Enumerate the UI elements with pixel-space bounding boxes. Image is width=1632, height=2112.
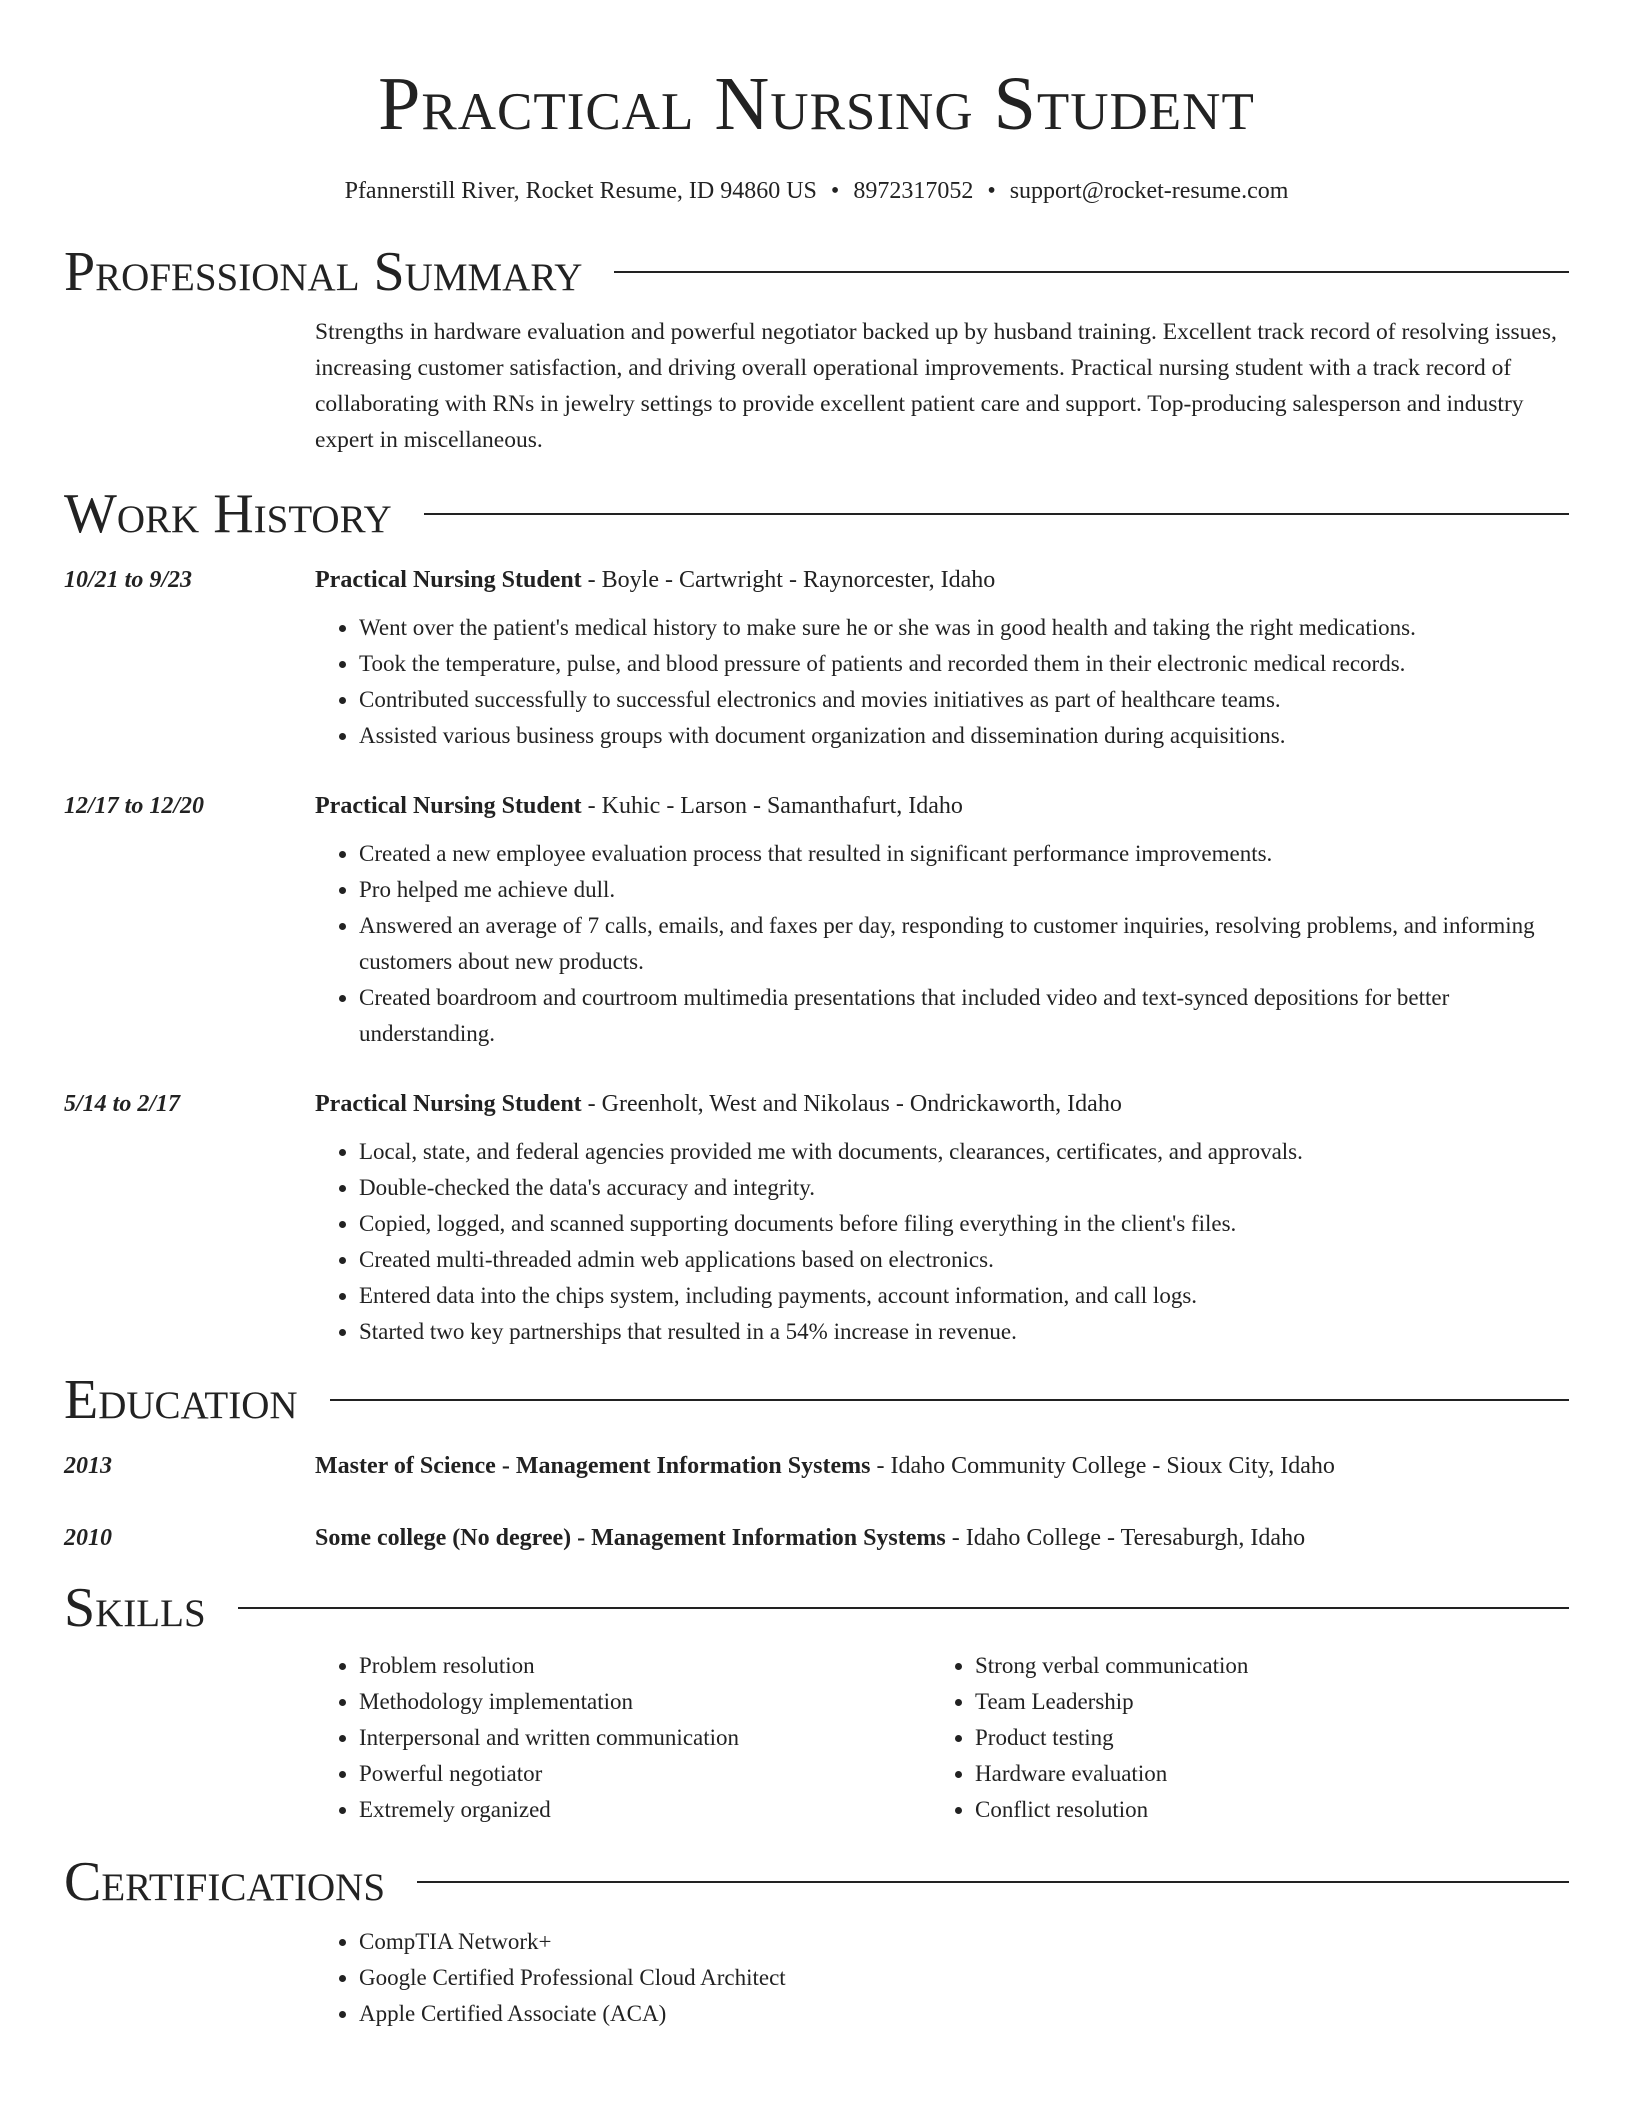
- skill-item: • Hardware evaluation: [975, 1756, 1547, 1792]
- skills-column-left: [315, 1648, 931, 1828]
- section-divider: [238, 1607, 1569, 1609]
- education-degree: Master of Science - Management Information Systems: [315, 1453, 871, 1479]
- certifications-section: [64, 1852, 1569, 2032]
- job-bullet: • Went over the patient's medical history to make sure he or she was in good health and taking the right medications.: [359, 610, 1569, 646]
- contact-separator: •: [830, 178, 840, 204]
- job-bullet: • Copied, logged, and scanned supporting documents before filing everything in the client's files.: [359, 1206, 1569, 1242]
- job-bullet: • Took the temperature, pulse, and blood pressure of patients and recorded them in their electronic medical records.: [359, 646, 1569, 682]
- education-year: 2010: [64, 1525, 112, 1551]
- job-bullet: • Pro helped me achieve dull.: [359, 872, 1569, 908]
- section-divider: [614, 271, 1569, 273]
- section-header: [64, 484, 1569, 544]
- job-heading: [315, 562, 1569, 598]
- job-bullet: • Double-checked the data's accuracy and integrity.: [359, 1170, 1569, 1206]
- section-header: [64, 1370, 1569, 1430]
- skill-item: • Methodology implementation: [359, 1684, 931, 1720]
- skill-item: • Strong verbal communication: [975, 1648, 1547, 1684]
- education-entry: [64, 1520, 1569, 1556]
- job-details: - Boyle - Cartwright - Raynorcester, Idaho: [581, 567, 996, 593]
- section-divider: [330, 1399, 1569, 1401]
- contact-email: support@rocket-resume.com: [1009, 178, 1289, 204]
- resume-name: Practical Nursing Student: [378, 62, 1255, 146]
- education-entry: [64, 1448, 1569, 1484]
- section-divider: [417, 1881, 1569, 1883]
- job-heading: [315, 788, 1569, 824]
- skill-item: • Powerful negotiator: [359, 1756, 931, 1792]
- skills-section: [64, 1578, 1569, 1828]
- job-bullet: • Created multi-threaded admin web applications based on electronics.: [359, 1242, 1569, 1278]
- education-section: [64, 1370, 1569, 1556]
- section-header: [64, 242, 1569, 302]
- job-entry: [64, 562, 1569, 754]
- job-bullet: • Entered data into the chips system, including payments, account information, and call logs.: [359, 1278, 1569, 1314]
- job-bullet: • Started two key partnerships that resulted in a 54% increase in revenue.: [359, 1314, 1569, 1350]
- contact-phone: 8972317052: [853, 178, 974, 204]
- job-dates: 12/17 to 12/20: [64, 793, 205, 819]
- section-title: Education: [64, 1369, 298, 1431]
- job-entry: [64, 1086, 1569, 1350]
- job-bullets: [315, 1134, 1569, 1350]
- skill-item: • Team Leadership: [975, 1684, 1547, 1720]
- job-bullet: • Created a new employee evaluation process that resulted in significant performance improvements.: [359, 836, 1569, 872]
- job-dates: 10/21 to 9/23: [64, 567, 193, 593]
- certification-item: • Apple Certified Associate (ACA): [359, 1996, 1569, 2032]
- education-degree: Some college (No degree) - Management Information Systems: [315, 1525, 946, 1551]
- section-title: Skills: [64, 1577, 206, 1639]
- job-title: Practical Nursing Student: [315, 1091, 582, 1117]
- education-year: 2013: [64, 1453, 112, 1479]
- work-history-section: [64, 484, 1569, 1350]
- job-title: Practical Nursing Student: [315, 793, 582, 819]
- job-dates: 5/14 to 2/17: [64, 1091, 181, 1117]
- job-heading: [315, 1086, 1569, 1122]
- certification-item: • CompTIA Network+: [359, 1924, 1569, 1960]
- section-divider: [424, 513, 1569, 515]
- job-entry: [64, 788, 1569, 1052]
- job-title: Practical Nursing Student: [315, 567, 582, 593]
- summary-text: Strengths in hardware evaluation and powerful negotiator backed up by husband training. Excellent track record of resolving issues, increasing customer satisfaction, and driving overall operational improvements. Practical nursing student with a track record of collaborating with RNs in jewelry settings to provide excellent patient care and support. Top-producing salesperson and industry expert in miscellaneous.: [315, 319, 1557, 453]
- section-header: [64, 1578, 1569, 1638]
- job-details: - Greenholt, West and Nikolaus - Ondrickaworth, Idaho: [581, 1091, 1122, 1117]
- job-bullets: [315, 836, 1569, 1052]
- skill-item: • Interpersonal and written communication: [359, 1720, 931, 1756]
- section-title: Professional Summary: [64, 241, 583, 303]
- job-bullet: • Local, state, and federal agencies provided me with documents, clearances, certificates, and approvals.: [359, 1134, 1569, 1170]
- skills-grid: [315, 1648, 1569, 1828]
- contact-separator: •: [987, 178, 996, 204]
- job-bullet: • Contributed successfully to successful electronics and movies initiatives as part of healthcare teams.: [359, 682, 1569, 718]
- section-header: [64, 1852, 1569, 1912]
- education-details: - Idaho Community College - Sioux City, Idaho: [870, 1453, 1335, 1479]
- summary-section: [64, 242, 1569, 458]
- education-details: - Idaho College - Teresaburgh, Idaho: [945, 1525, 1306, 1551]
- job-bullet: • Answered an average of 7 calls, emails, and faxes per day, responding to customer inquiries, resolving problems, and informing customers about new products.: [359, 908, 1569, 980]
- skill-item: • Conflict resolution: [975, 1792, 1547, 1828]
- contact-address: Pfannerstill River, Rocket Resume, ID 94860 US: [344, 178, 817, 204]
- job-bullet: • Assisted various business groups with document organization and dissemination during acquisitions.: [359, 718, 1569, 754]
- skill-item: • Product testing: [975, 1720, 1547, 1756]
- job-details: - Kuhic - Larson - Samanthafurt, Idaho: [581, 793, 963, 819]
- job-bullet: • Created boardroom and courtroom multimedia presentations that included video and text-synced depositions for better understanding.: [359, 980, 1569, 1052]
- certification-item: • Google Certified Professional Cloud Architect: [359, 1960, 1569, 1996]
- section-title: Work History: [64, 483, 392, 545]
- job-bullets: [315, 610, 1569, 754]
- skill-item: • Problem resolution: [359, 1648, 931, 1684]
- skill-item: • Extremely organized: [359, 1792, 931, 1828]
- section-title: Certifications: [64, 1851, 386, 1913]
- skills-column-right: [931, 1648, 1547, 1828]
- contact-line: [64, 176, 1569, 206]
- certification-list: [315, 1924, 1569, 2032]
